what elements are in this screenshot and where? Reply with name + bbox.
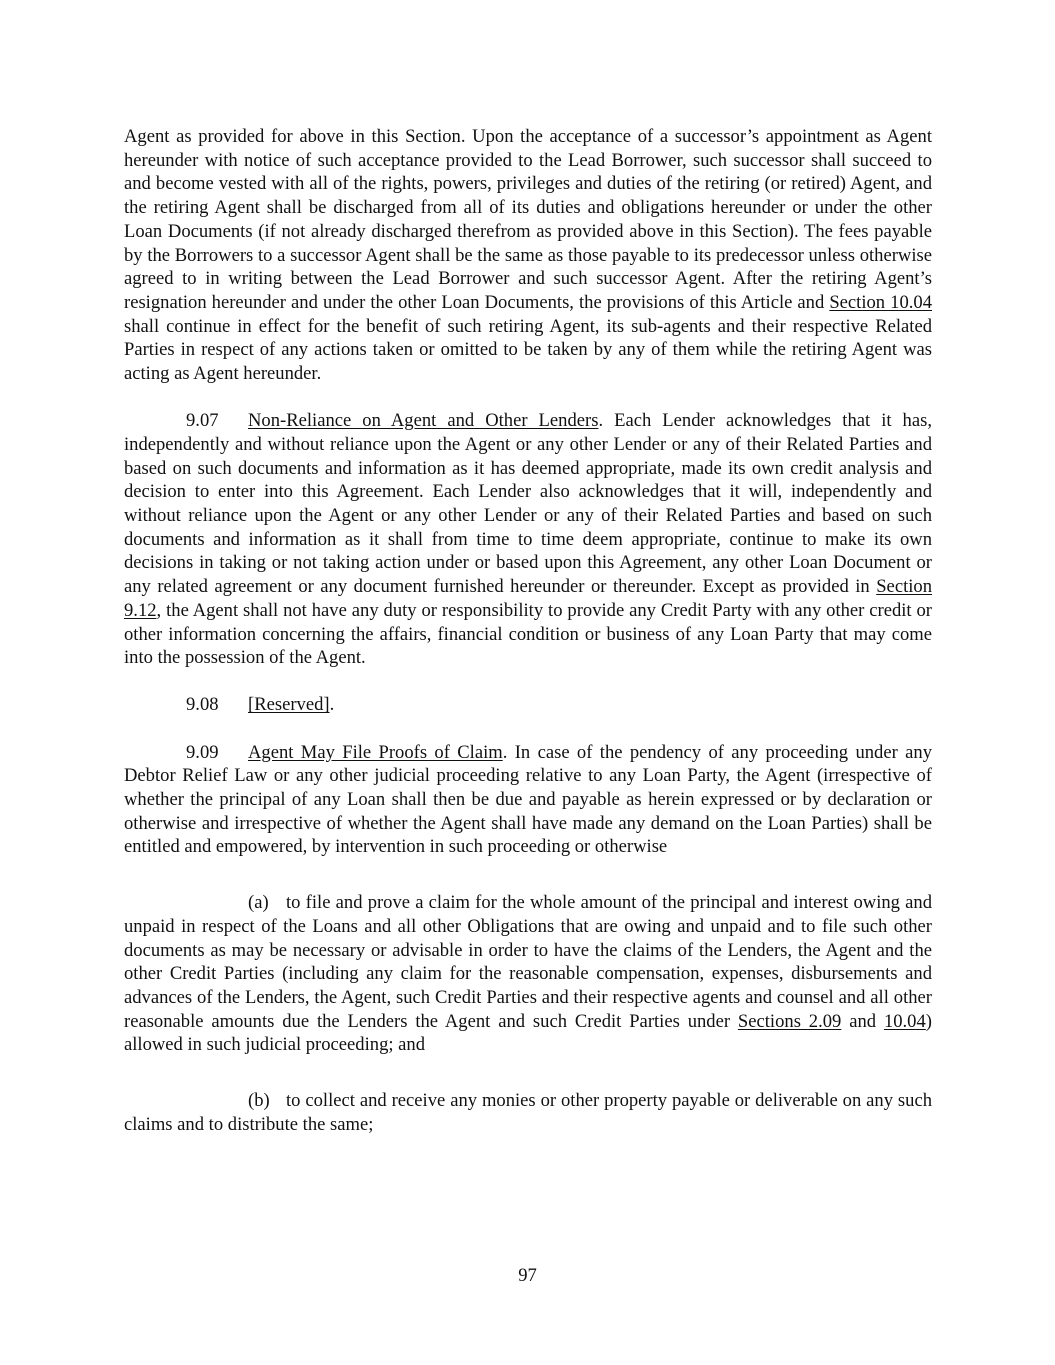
section-10-04-reference[interactable]: Section 10.04 bbox=[829, 291, 932, 313]
subsection-label: (a) bbox=[248, 892, 269, 914]
paragraph-text: . In case of the pendency of any proceeding under any Debtor Relief Law or any other judicial proceeding relative to any Loan Party, the Agent (irrespective of whether the principal of any Loan shall then be due and payable as herein expressed or by declaration or otherwise and irrespective of whether the Agent shall have made any demand on the Loan Parties) shall be entitled and empowered, by intervention in such proceeding or otherwise bbox=[124, 741, 932, 858]
paragraph-text: to collect and receive any monies or other property payable or deliverable on any such claims and to distribute the same; bbox=[124, 1090, 932, 1135]
section-heading: Agent May File Proofs of Claim bbox=[248, 741, 503, 763]
section-10-04-reference[interactable]: 10.04 bbox=[883, 1010, 926, 1032]
subsection-label: (b) bbox=[248, 1090, 270, 1112]
page-number: 97 bbox=[518, 1265, 537, 1286]
section-number: 9.08 bbox=[186, 694, 219, 716]
section-9-12-reference[interactable]: Section 9.12 bbox=[124, 576, 932, 621]
paragraph-text: . Each Lender acknowledges that it has, independently and without reliance upon the Agent or any other Lender or any of their Related Parties and based on such documents and information as it has deemed appropriate, made its own credit analysis and decision to enter into this Agreement. Each Lender also acknowledges that it will, independently and without reliance upon the Agent or any other Lender or any of their Related Parties and based on such documents and information as it shall from time to time deem appropriate, continue to make its own decisions in taking or not taking action under or based upon this Agreement, any other Loan Document or any related agreement or any document furnished hereunder or thereunder. Except as provided in bbox=[124, 410, 932, 598]
paragraph-text: shall continue in effect for the benefit of such retiring Agent, its sub-agents and their respective Related Parties in respect of any actions taken or omitted to be taken by any of them while the retiring Agent was acting as Agent hereunder. bbox=[124, 315, 932, 385]
section-number: 9.09 bbox=[186, 741, 219, 763]
paragraph-text: . bbox=[329, 694, 335, 716]
paragraph-text: and bbox=[841, 1010, 884, 1032]
paragraph-text: to file and prove a claim for the whole amount of the principal and interest owing and unpaid in respect of the Loans and all other Obligations that are owing and unpaid and to file such other documents as may be necessary or advisable in order to have the claims of the Lenders, the Agent and the other Credit Parties (including any claim for the reasonable compensation, expenses, disbursements and advances of the Lenders, the Agent, such Credit Parties and their respective agents and counsel and all other reasonable amounts due the Lenders the Agent and such Credit Parties under bbox=[124, 892, 932, 1032]
paragraph-text: Agent as provided for above in this Section. Upon the acceptance of a successor’s appointment as Agent hereunder with notice of such acceptance provided to the Lead Borrower, such successor shall succeed to and become vested with all of the rights, powers, privileges and duties of the retiring (or retired) Agent, and the retiring Agent shall be discharged from all of its duties and obligations hereunder or under the other Loan Documents (if not already discharged therefrom as provided above in this Section). The fees payable by the Borrowers to a successor Agent shall be the same as those payable to its predecessor unless otherwise agreed to in writing between the Lead Borrower and such successor Agent. After the retiring Agent’s resignation hereunder and under the other Loan Documents, the provisions of this Article and bbox=[124, 126, 932, 313]
document-page bbox=[124, 125, 932, 1160]
paragraph-successor-agent bbox=[124, 125, 932, 386]
section-9-08 bbox=[124, 693, 932, 717]
section-heading: Non-Reliance on Agent and Other Lenders bbox=[248, 410, 599, 432]
paragraph-text: ) allowed in such judicial proceeding; and bbox=[124, 1010, 932, 1056]
section-2-09-reference[interactable]: Sections 2.09 bbox=[737, 1010, 842, 1032]
section-heading: [Reserved] bbox=[248, 694, 330, 716]
section-number: 9.07 bbox=[186, 410, 219, 432]
section-9-09 bbox=[124, 741, 932, 860]
section-9-07 bbox=[124, 409, 932, 670]
subsection-b bbox=[124, 1089, 932, 1136]
subsection-a bbox=[124, 891, 932, 1057]
paragraph-text: , the Agent shall not have any duty or responsibility to provide any Credit Party with any other credit or other information concerning the affairs, financial condition or business of any Loan Party that may come into the possession of the Agent. bbox=[124, 599, 932, 669]
